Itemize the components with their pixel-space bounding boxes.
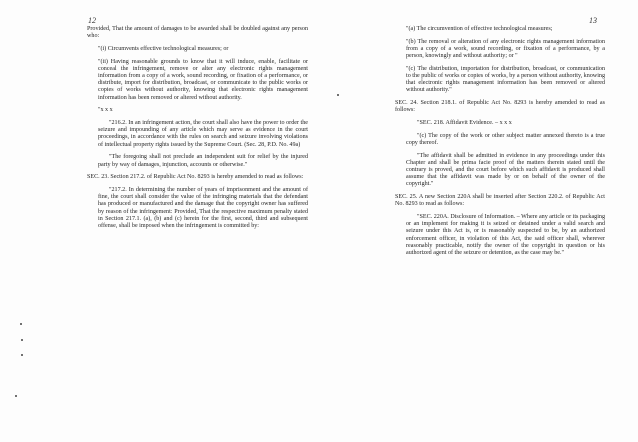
scan-speck xyxy=(337,94,339,96)
paragraph: "(a) The circumvention of effective technological measures; xyxy=(406,26,553,32)
paragraph: "x x x xyxy=(98,107,113,114)
paragraph: Provided, That the amount of damages to be awarded shall be doubled against any person who: xyxy=(87,26,308,40)
paragraph: "(b) The removal or alteration of any electronic rights management information from a copy of a work, sound recording, or fixation of a performance, by a person, knowingly and without authority; or " xyxy=(406,38,605,60)
section-heading: SEC. 25. A new Section 220A shall be inserted after Section 220.2. of Republic Act No. 8293 to read as follows: xyxy=(395,194,605,208)
section-heading: SEC. 23. Section 217.2. of Republic Act No. 8293 is hereby amended to read as follows: xyxy=(87,174,304,181)
scan-speck xyxy=(21,339,23,341)
page-number-left: 12 xyxy=(88,16,96,25)
paragraph: "SEC. 220A. Disclosure of Information. – Where any article or its packaging or an implement for making it is seized or detained under a valid search and seizure under this Act is, or is reasonably suspected to be, by an authorized enforcement officer, in violation of this Act, the said officer shall, wherever reasonably practicable, notify the owner of the copyright in question or his authorized agent of the seizure or detention, as the case may be." xyxy=(406,214,605,257)
scan-speck xyxy=(15,395,17,397)
right-column xyxy=(395,26,605,263)
scan-speck xyxy=(20,323,22,325)
paragraph: "The foregoing shall not preclude an independent suit for relief by the injured party by way of damages, injunction, accounts or otherwise." xyxy=(98,154,308,168)
page-number-right: 13 xyxy=(589,16,597,25)
paragraph: "SEC. 218. Affidavit Evidence. – x x x xyxy=(417,120,512,127)
paragraph: "217.2. In determining the number of years of imprisonment and the amount of fine, the court shall consider the value of the infringing materials that the defendant has produced or manufactured and the damage that the copyright owner has suffered by reason of the infringement: Provided, That the respective maximum penalty stated in Section 217.1. (a), (b) and (c) herein for the first, second, third and subsequent offense, shall be imposed when the infringement is committed by: xyxy=(98,186,308,229)
paragraph: "(c) The distribution, importation for distribution, broadcast, or communication to the public of works or copies of works, by a person without authority, knowing that electronic rights management information has been removed or altered without authority." xyxy=(406,65,605,94)
scan-speck xyxy=(21,354,23,356)
section-heading: SEC. 24. Section 218.1. of Republic Act No. 8293 is hereby amended to read as follows: xyxy=(395,100,605,114)
paragraph: "216.2. In an infringement action, the court shall also have the power to order the seizure and impounding of any article which may serve as evidence in the court proceedings, in accordance with the rules on search and seizure involving violations of intellectual property rights issued by the Supreme Court. (Sec. 28, P.D. No. 49a) xyxy=(98,120,308,148)
paragraph: "(i) Circumvents effective technological measures; or xyxy=(98,45,229,52)
left-column xyxy=(87,26,308,236)
paragraph: "(ii) Having reasonable grounds to know that it will induce, enable, facilitate or conceal the infringement, remove or alter any electronic rights management information from a copy of a work, sound recording, or fixation of a performance, or distribute, import for distribution, broadcast, or communicate to the public works or copies of works without authority, knowing that electronic rights management information has been removed or altered without authority. xyxy=(98,58,308,101)
paragraph: "The affidavit shall be admitted in evidence in any proceedings under this Chapter and shall be prima facie proof of the matters therein stated until the contrary is proved, and the court before which such affidavit is produced shall assume that the affidavit was made by or on behalf of the owner of the copyright." xyxy=(406,152,605,188)
paragraph: "(c) The copy of the work or other subject matter annexed thereto is a true copy thereof. xyxy=(406,132,605,146)
